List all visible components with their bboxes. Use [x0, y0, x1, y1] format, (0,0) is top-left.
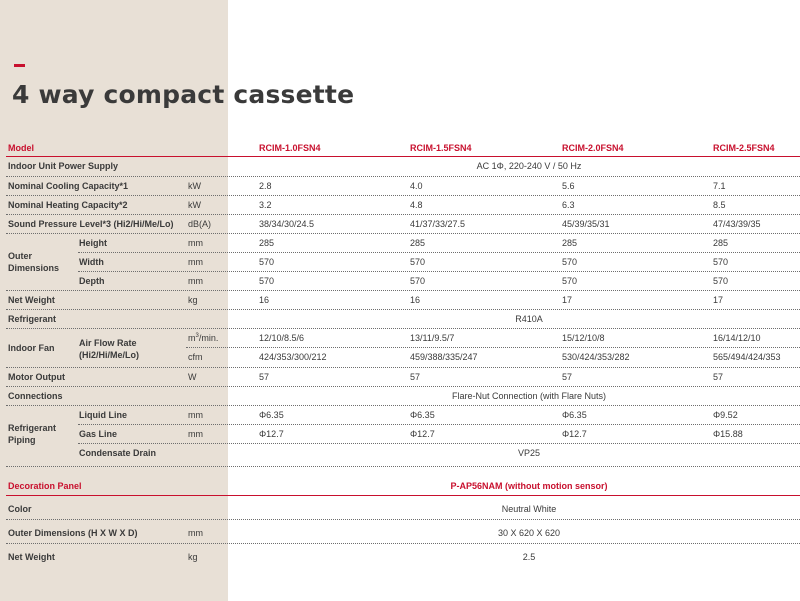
weight-value-4: 17	[713, 295, 724, 305]
sound-value-3: 45/39/35/31	[562, 219, 610, 229]
sound-value-4: 47/43/39/35	[713, 219, 761, 229]
accent-dash	[14, 64, 25, 67]
row-divider	[6, 367, 800, 368]
depth-value-1: 570	[259, 276, 275, 286]
sound-label: Sound Pressure Level*3 (Hi2/Hi/Me/Lo)	[8, 219, 174, 229]
gas-value-3: Φ12.7	[562, 429, 587, 439]
refrigerant-label: Refrigerant	[8, 314, 57, 324]
depth-label: Depth	[79, 276, 105, 286]
model-label: Model	[8, 143, 34, 153]
airflow-m3-value-2: 13/11/9.5/7	[410, 333, 455, 343]
page-title: 4 way compact cassette	[12, 80, 355, 109]
width-value-3: 570	[562, 257, 578, 267]
height-value-1: 285	[259, 238, 275, 248]
weight-label: Net Weight	[8, 295, 55, 305]
motor-unit: W	[188, 372, 197, 382]
model-2: RCIM-1.5FSN4	[410, 143, 472, 153]
row-divider	[78, 252, 800, 253]
panel-label: Decoration Panel	[8, 481, 82, 491]
panel-dims-label: Outer Dimensions (H X W X D)	[8, 528, 138, 538]
heating-value-1: 3.2	[259, 200, 272, 210]
panel-weight-value: 2.5	[522, 552, 536, 562]
row-divider	[6, 328, 800, 329]
height-value-4: 285	[713, 238, 729, 248]
row-divider	[6, 543, 800, 544]
panel-weight-label: Net Weight	[8, 552, 55, 562]
row-divider	[6, 214, 800, 215]
width-value-4: 570	[713, 257, 729, 267]
airflow-cfm-value-3: 530/424/353/282	[562, 352, 630, 362]
airflow-m3-value-1: 12/10/8.5/6	[259, 333, 305, 343]
row-divider	[6, 176, 800, 177]
airflow-m3-value-4: 16/14/12/10	[713, 333, 761, 343]
height-unit: mm	[188, 238, 203, 248]
outer-group-line1: Outer	[8, 251, 33, 261]
power-label: Indoor Unit Power Supply	[8, 161, 118, 171]
heating-label: Nominal Heating Capacity*2	[8, 200, 128, 210]
cooling-value-1: 2.8	[259, 181, 272, 191]
liquid-label: Liquid Line	[79, 410, 127, 420]
depth-unit: mm	[188, 276, 203, 286]
liquid-unit: mm	[188, 410, 203, 420]
piping-group-line1: Refrigerant	[8, 423, 57, 433]
liquid-value-4: Φ9.52	[713, 410, 738, 420]
gas-value-2: Φ12.7	[410, 429, 435, 439]
panel-weight-unit: kg	[188, 552, 198, 562]
row-divider	[6, 195, 800, 196]
cooling-value-4: 7.1	[713, 181, 726, 191]
depth-value-2: 570	[410, 276, 426, 286]
height-value-3: 285	[562, 238, 578, 248]
motor-value-2: 57	[410, 372, 421, 382]
motor-value-3: 57	[562, 372, 573, 382]
motor-value-4: 57	[713, 372, 724, 382]
header-rule	[6, 156, 800, 157]
gas-label: Gas Line	[79, 429, 118, 439]
sound-unit: dB(A)	[188, 219, 212, 229]
row-divider	[6, 309, 800, 310]
weight-value-3: 17	[562, 295, 573, 305]
piping-group-line2: Piping	[8, 435, 36, 445]
width-label: Width	[79, 257, 104, 267]
model-4: RCIM-2.5FSN4	[713, 143, 775, 153]
row-divider	[78, 424, 800, 425]
row-divider	[186, 347, 800, 348]
airflow-unit-m3: $m^3/\min$.	[188, 333, 219, 343]
height-label: Height	[79, 238, 107, 248]
row-divider	[6, 386, 800, 387]
row-divider	[6, 233, 800, 234]
connections-value: Flare-Nut Connection (with Flare Nuts)	[451, 391, 607, 401]
liquid-value-1: Φ6.35	[259, 410, 284, 420]
cooling-value-3: 5.6	[562, 181, 575, 191]
heating-unit: kW	[188, 200, 201, 210]
sound-value-2: 41/37/33/27.5	[410, 219, 466, 229]
cooling-label: Nominal Cooling Capacity*1	[8, 181, 129, 191]
liquid-value-2: Φ6.35	[410, 410, 435, 420]
gas-value-4: Φ15.88	[713, 429, 743, 439]
height-value-2: 285	[410, 238, 426, 248]
row-divider	[78, 443, 800, 444]
row-divider	[6, 466, 800, 467]
row-divider	[6, 405, 800, 406]
weight-unit: kg	[188, 295, 198, 305]
airflow-label-line2: (Hi2/Hi/Me/Lo)	[79, 350, 139, 360]
panel-model: P-AP56NAM (without motion sensor)	[450, 481, 608, 491]
airflow-cfm-value-1: 424/353/300/212	[259, 352, 327, 362]
airflow-cfm-value-4: 565/494/424/353	[713, 352, 781, 362]
refrigerant-value: R410A	[515, 314, 543, 324]
drain-label: Condensate Drain	[79, 448, 157, 458]
sound-value-1: 38/34/30/24.5	[259, 219, 315, 229]
depth-value-4: 570	[713, 276, 729, 286]
airflow-unit-cfm: cfm	[188, 352, 203, 362]
model-3: RCIM-2.0FSN4	[562, 143, 624, 153]
model-1: RCIM-1.0FSN4	[259, 143, 321, 153]
width-value-1: 570	[259, 257, 275, 267]
panel-rule	[6, 495, 800, 496]
connections-label: Connections	[8, 391, 63, 401]
panel-dims-unit: mm	[188, 528, 203, 538]
liquid-value-3: Φ6.35	[562, 410, 587, 420]
heating-value-3: 6.3	[562, 200, 575, 210]
depth-value-3: 570	[562, 276, 578, 286]
gas-unit: mm	[188, 429, 203, 439]
weight-value-1: 16	[259, 295, 270, 305]
gas-value-1: Φ12.7	[259, 429, 284, 439]
motor-label: Motor Output	[8, 372, 65, 382]
row-divider	[78, 271, 800, 272]
row-divider	[6, 290, 800, 291]
drain-value: VP25	[517, 448, 541, 458]
outer-group-line2: Dimensions	[8, 263, 60, 273]
fan-group-label: Indoor Fan	[8, 343, 55, 353]
heating-value-2: 4.8	[410, 200, 423, 210]
airflow-m3-value-3: 15/12/10/8	[562, 333, 605, 343]
row-divider	[6, 519, 800, 520]
airflow-label-line1: Air Flow Rate	[79, 338, 137, 348]
airflow-cfm-value-2: 459/388/335/247	[410, 352, 478, 362]
panel-color-value: Neutral White	[501, 504, 557, 514]
width-unit: mm	[188, 257, 203, 267]
width-value-2: 570	[410, 257, 426, 267]
cooling-value-2: 4.0	[410, 181, 423, 191]
cooling-unit: kW	[188, 181, 201, 191]
weight-value-2: 16	[410, 295, 421, 305]
motor-value-1: 57	[259, 372, 270, 382]
heating-value-4: 8.5	[713, 200, 726, 210]
panel-dims-value: 30 X 620 X 620	[497, 528, 561, 538]
power-value: AC 1Φ, 220-240 V / 50 Hz	[476, 161, 582, 171]
panel-color-label: Color	[8, 504, 32, 514]
